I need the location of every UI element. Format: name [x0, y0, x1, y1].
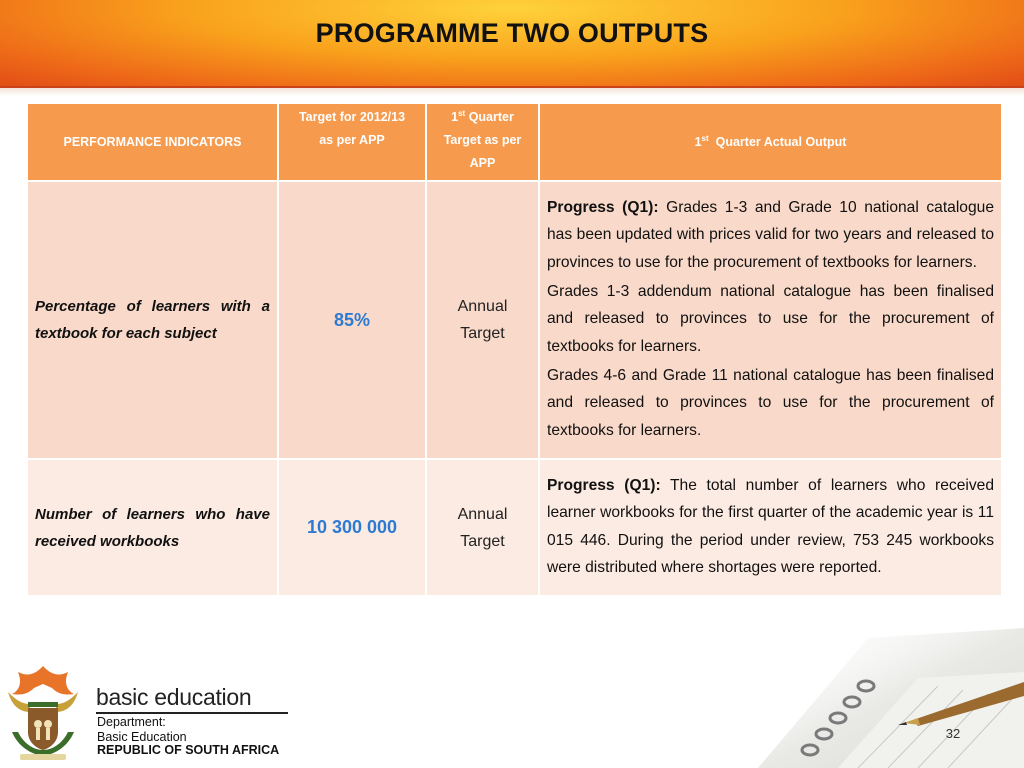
indicator-cell: Percentage of learners with a textbook for each subject — [27, 181, 278, 459]
page-number: 32 — [945, 726, 961, 741]
progress-label: Progress (Q1): — [547, 199, 659, 217]
coat-of-arms-icon — [4, 662, 82, 762]
header-performance-indicators: PERFORMANCE INDICATORS — [27, 103, 278, 181]
output-paragraph: Grades 1-3 addendum national catalogue has been finalised and released to provinces to use for the procurement of textbooks for learners. — [547, 283, 994, 355]
title-banner — [0, 0, 1024, 88]
target-value: 85% — [278, 181, 426, 459]
country-name: REPUBLIC OF SOUTH AFRICA — [97, 743, 280, 757]
actual-output-cell — [539, 459, 1002, 596]
department-name: Department: Basic Education — [97, 715, 187, 744]
header-target-2012-13: Target for 2012/13 as per APP — [278, 103, 426, 181]
actual-output-cell — [539, 181, 1002, 459]
brand-name: basic education — [96, 684, 252, 710]
header-row — [27, 103, 1002, 181]
brand-divider — [96, 712, 288, 714]
table-row — [27, 459, 1002, 596]
slide-title: PROGRAMME TWO OUTPUTS — [315, 18, 709, 48]
indicator-cell: Number of learners who have received workbooks — [27, 459, 278, 596]
q1-target-cell: Annual Target — [426, 181, 539, 459]
output-paragraph: Grades 4-6 and Grade 11 national catalogue has been finalised and released to provinces to use for the procurement of textbooks for learners. — [547, 366, 994, 439]
outputs-table — [26, 102, 1003, 597]
target-value: 10 300 000 — [278, 459, 426, 596]
table-row — [27, 181, 1002, 459]
header-q1-actual-output: 1st Quarter Actual Output — [539, 103, 1002, 181]
header-q1-target: 1st Quarter Target as per APP — [426, 103, 539, 181]
banner-divider — [0, 88, 1024, 96]
output-paragraph: Progress (Q1): Grades 1-3 and Grade 10 national catalogue has been updated with prices valid for two years and released to provinces to use for the procurement of textbooks for learners. — [547, 199, 994, 271]
notebook-pen-icon — [718, 628, 1024, 768]
output-paragraph: Progress (Q1): The total number of learners who received learner workbooks for the first quarter of the academic year is 11 015 446. During the period under review, 753 245 workbooks were distributed where shortages were reported. — [547, 476, 994, 576]
q1-target-cell: Annual Target — [426, 459, 539, 596]
progress-label: Progress (Q1): — [547, 476, 661, 494]
